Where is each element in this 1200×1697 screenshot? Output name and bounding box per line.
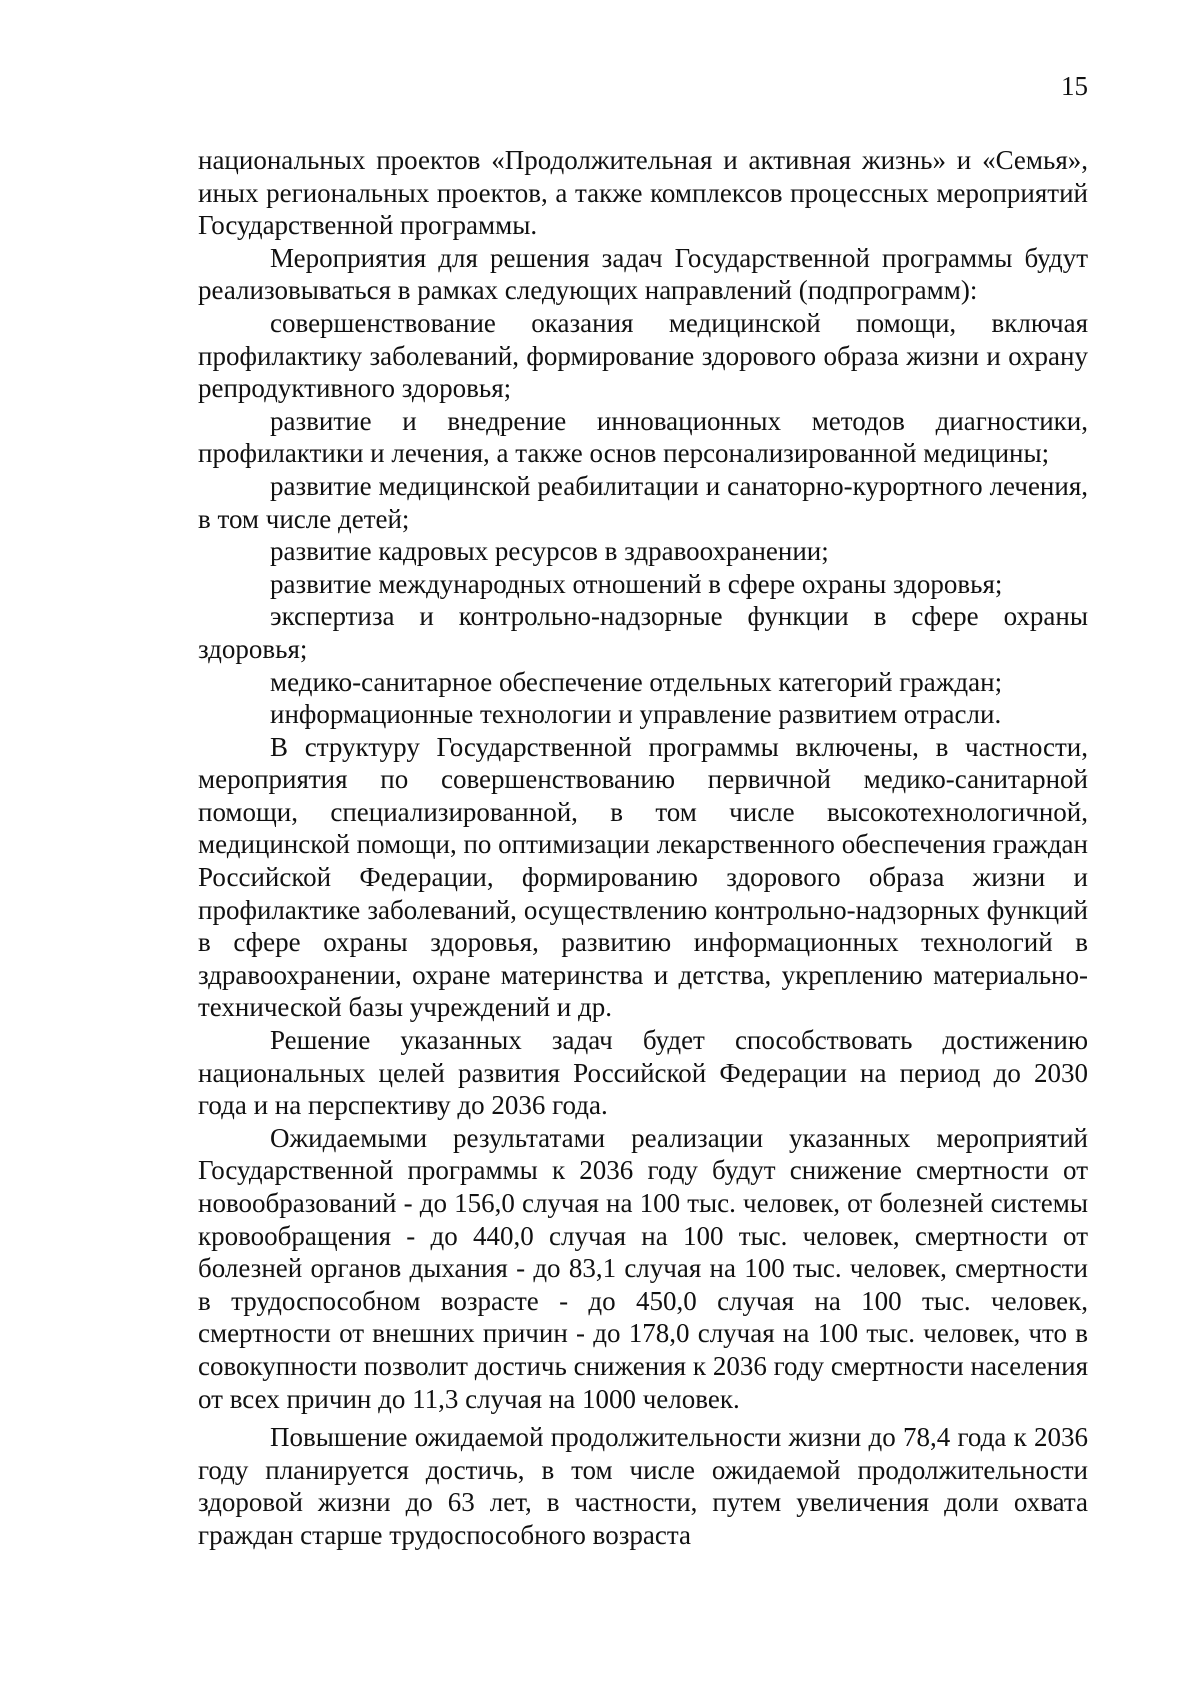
paragraph-5: развитие медицинской реабилитации и санаторно-курортного лечения, в том числе детей;	[198, 470, 1088, 534]
paragraph-1: национальных проектов «Продолжительная и активная жизнь» и «Семья», иных региональных проектов, а также комплексов процессных мероприятий Государственной программы.	[198, 145, 1088, 241]
paragraph-2: Мероприятия для решения задач Государственной программы будут реализовываться в рамках следующих направлений (подпрограмм):	[198, 242, 1088, 306]
paragraph-13: Ожидаемыми результатами реализации указанных мероприятий Государственной программы к 2036 году будут снижение смертности от новообразований - до 156,0 случая на 100 тыс. человек, от болезней системы кровообращения - до 440,0 случая на 100 тыс. человек, смертности от болезней органов дыхания - до 83,1 случая на 100 тыс. человек, смертности в трудоспособном возрасте - до 450,0 случая на 100 тыс. человек, смертности от внешних причин - до 178,0 случая на 100 тыс. человек, что в совокупности позволит достичь снижения к 2036 году смертности населения от всех причин до 11,3 случая на 1000 человек.	[198, 1122, 1088, 1414]
paragraph-12: Решение указанных задач будет способствовать достижению национальных целей развития Российской Федерации на период до 2030 года и на перспективу до 2036 года.	[198, 1025, 1088, 1121]
paragraph-6: развитие кадровых ресурсов в здравоохранении;	[270, 536, 829, 567]
body-text	[198, 144, 1088, 1552]
paragraph-4: развитие и внедрение инновационных методов диагностики, профилактики и лечения, а также основ персонализированной медицины;	[198, 405, 1088, 469]
paragraph-7: развитие международных отношений в сфере охраны здоровья;	[270, 568, 1003, 599]
paragraph-8: экспертиза и контрольно-надзорные функции в сфере охраны здоровья;	[198, 601, 1088, 664]
paragraph-11: В структуру Государственной программы включены, в частности, мероприятия по совершенствованию первичной медико-санитарной помощи, специализированной, в том числе высокотехнологичной, медицинской помощи, по оптимизации лекарственного обеспечения граждан Российской Федерации, формированию здорового образа жизни и профилактике заболеваний, осуществлению контрольно-надзорных функций в сфере охраны здоровья, развитию информационных технологий в здравоохранении, охране материнства и детства, укреплению материально-технической базы учреждений и др.	[198, 731, 1088, 1023]
paragraph-3: совершенствование оказания медицинской помощи, включая профилактику заболеваний, формирование здорового образа жизни и охрану репродуктивного здоровья;	[198, 307, 1088, 404]
page-number: 15	[1061, 71, 1088, 101]
paragraph-10: информационные технологии и управление развитием отрасли.	[270, 699, 1002, 730]
paragraph-9: медико-санитарное обеспечение отдельных категорий граждан;	[270, 666, 1003, 697]
paragraph-14: Повышение ожидаемой продолжительности жизни до 78,4 года к 2036 году планируется достичь, в том числе ожидаемой продолжительности здоровой жизни до 63 лет, в частности, путем увеличения доли охвата граждан старше трудоспособного возраста	[198, 1422, 1088, 1550]
